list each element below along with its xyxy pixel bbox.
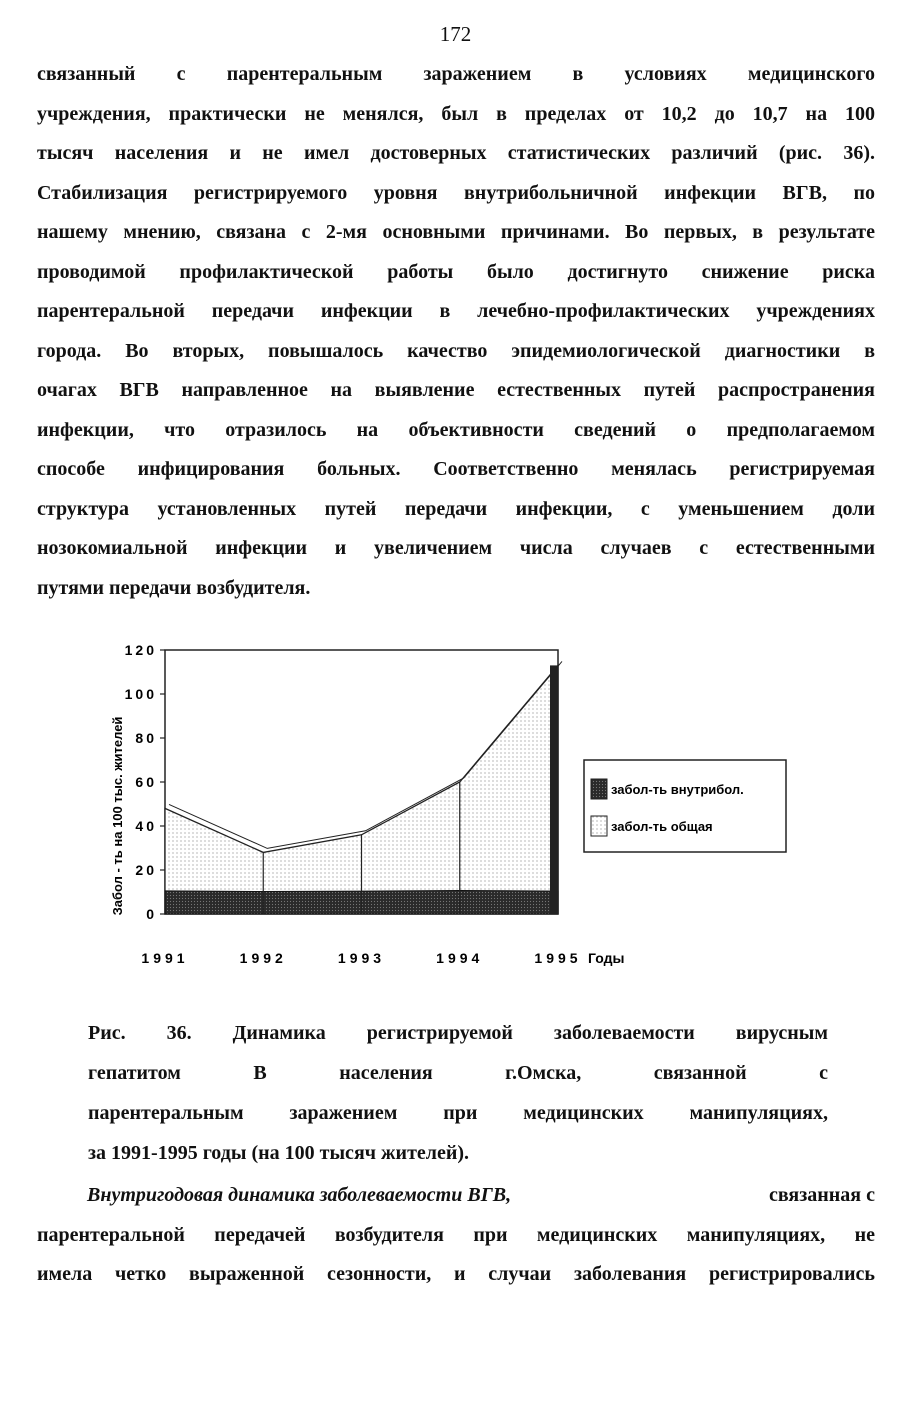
text-line: нашему мнению, связана с 2-мя основными причинами. Во первых, в результате [37, 221, 875, 243]
paragraph-main [37, 55, 875, 608]
text-line: инфекции, что отразилось на объективности сведений о предполагаемом [37, 418, 875, 441]
lead-rest: связанная с [768, 1184, 875, 1206]
figure-caption [88, 1013, 828, 1173]
x-tick-label: 1993 [337, 950, 386, 966]
text-line: Стабилизация регистрируемого уровня внутрибольничной инфекции ВГВ, по [37, 181, 875, 204]
incidence-chart [100, 636, 800, 976]
text-line: учреждения, практически не менялся, был в пределах от 10,2 до 10,7 на 100 [37, 102, 875, 125]
text-line: тысяч населения и не имел достоверных статистических различий (рис. 36). [37, 142, 875, 164]
text-line: путями передачи возбудителя. [37, 576, 311, 599]
text-line: проводимой профилактической работы было достигнуто снижение риска [37, 260, 875, 283]
text-line: способе инфицирования больных. Соответственно менялась регистрируемая [37, 458, 875, 480]
text-line: парентеральной передачей возбудителя при медицинских манипуляциях, не [37, 1223, 875, 1246]
text-line: связанный с парентеральным заражением в условиях медицинского [37, 63, 875, 85]
legend-label-internal: забол-ть внутрибол. [611, 782, 744, 797]
lead-italic: Внутригодовая динамика заболеваемости ВГВ, [87, 1184, 512, 1206]
x-tick-label: 1994 [436, 950, 484, 966]
legend-swatch-internal [591, 779, 607, 799]
y-tick-label: 100 [124, 686, 157, 702]
legend-swatch-total [591, 816, 607, 836]
x-tick-label: 1991 [141, 950, 189, 966]
text-line: очагах ВГВ направленное на выявление естественных путей распространения [37, 379, 875, 401]
y-tick-label: 80 [135, 730, 157, 746]
legend [584, 760, 786, 852]
text-line: города. Во вторых, повышалось качество эпидемиологической диагностики в [37, 339, 875, 362]
y-axis-label: Забол - ть на 100 тыс. жителей [110, 716, 125, 916]
text-line: имела четко выраженной сезонности, и случаи заболевания регистрировались [37, 1263, 875, 1285]
y-tick-label: 0 [146, 906, 157, 922]
caption-line: за 1991-1995 годы (на 100 тысяч жителей). [88, 1142, 470, 1164]
y-tick-label: 60 [135, 774, 157, 790]
x-axis-label: Годы [588, 950, 625, 966]
x-tick-label: 1995 [534, 950, 582, 966]
x-tick-label: 1992 [239, 950, 287, 966]
plot-area [125, 642, 582, 966]
text-line [37, 1176, 875, 1216]
caption-line: гепатитом В населения г.Омска, связанной с [88, 1062, 828, 1084]
caption-line: парентеральным заражением при медицинских манипуляциях, [88, 1102, 828, 1124]
caption-line: Рис. 36. Динамика регистрируемой заболеваемости вирусным [88, 1022, 828, 1044]
y-tick-label: 20 [135, 862, 157, 878]
text-line: нозокомиальной инфекции и увеличением числа случаев с естественными [37, 537, 875, 559]
text-line: парентеральной передачи инфекции в лечебно-профилактических учреждениях [37, 300, 875, 322]
text-line: структура установленных путей передачи инфекции, с уменьшением доли [37, 497, 875, 520]
paragraph-second [37, 1176, 875, 1295]
page-number: 172 [439, 22, 472, 46]
side-wall [550, 665, 558, 914]
y-tick-label: 40 [135, 818, 157, 834]
y-tick-label: 120 [124, 642, 157, 658]
legend-label-total: забол-ть общая [611, 819, 713, 834]
